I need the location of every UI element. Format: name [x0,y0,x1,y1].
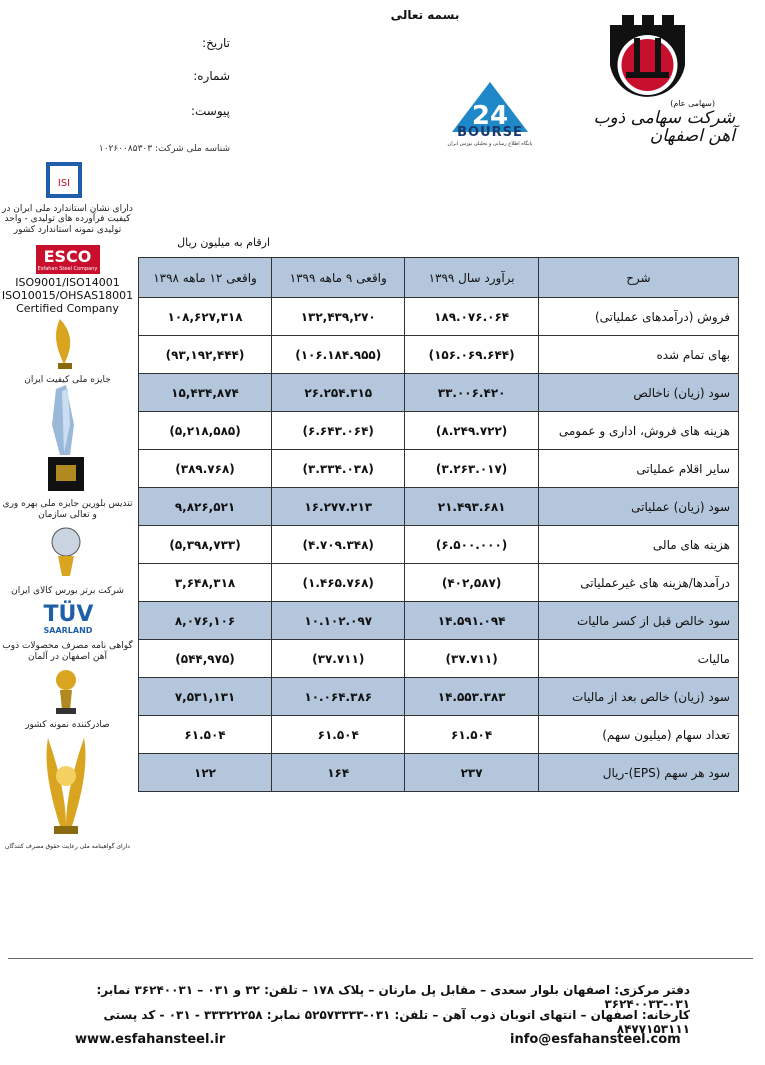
row-description: سود (زیان) ناخالص [538,374,738,412]
bourse-subtitle: پایگاه اطلاع رسانی و تحلیلی بورس ایران [447,141,533,147]
table-row [139,374,739,412]
tuv-sub: SAARLAND [43,626,93,636]
table-header-row [139,258,739,298]
row-actual-12m-1398: (۹۳,۱۹۲,۴۴۴) [139,336,272,374]
row-actual-12m-1398: ۱۲۲ [139,754,272,792]
financial-table [138,257,739,792]
row-estimate-1399: ۲۱.۴۹۳.۶۸۱ [405,488,538,526]
attachment-label: پیوست: [190,104,230,118]
row-description: سود خالص قبل از کسر مالیات [538,602,738,640]
award-national-quality: جایزه ملی کیفیت ایران [24,375,111,386]
factory-address: کارخانه: اصفهان – انتهای اتوبان ذوب آهن – تلفن: ۰۳۱-۵۲۵۷۳۳۳۳ نمابر: ۳۳۳۲۲۲۵۸ - ۰۳۱ - کد پستی ۸۴۷۷۱۵۳۱۱۱ [103,1008,690,1036]
national-id: شناسه ملی شرکت: ۱۰۲۶۰۰۸۵۳۰۳ [98,144,230,154]
row-description: سود (زیان) عملیاتی [538,488,738,526]
date-label: تاریخ: [202,36,230,50]
row-actual-9m-1399: ۱۶۴ [272,754,405,792]
row-estimate-1399: (۳۷.۷۱۱) [405,640,538,678]
row-description: مالیات [538,640,738,678]
row-actual-12m-1398: ۹,۸۲۶,۵۲۱ [139,488,272,526]
svg-text:ISI: ISI [57,178,71,189]
row-actual-12m-1398: (۵۴۴,۹۷۵) [139,640,272,678]
row-actual-9m-1399: ۶۱.۵۰۴ [272,716,405,754]
award-crystal-statue: تندیس بلورین جایزه ملی بهره وری و تعالی سازمان [2,499,133,520]
iso-line-1: ISO9001/ISO14001 [15,276,120,290]
table-row [139,678,739,716]
tuv-certificate-text: گواهی نامه مصرف محصولات ذوب آهن اصفهان در آلمان [2,641,133,662]
row-estimate-1399: (۸.۲۴۹.۷۲۲) [405,412,538,450]
table-row [139,336,739,374]
exporter-award-icon [0,662,135,716]
consumer-rights-award-icon [0,730,135,840]
standard-text: دارای نشان استاندارد ملی ایران در کیفیت فرآورده های تولیدی - واحد تولیدی نمونه استاندارد کشور [2,204,133,235]
crystal-award-icon [0,385,135,495]
row-estimate-1399: ۱۸۹.۰۷۶.۰۶۴ [405,298,538,336]
row-estimate-1399: (۶.۵۰۰.۰۰۰) [405,526,538,564]
table-row [139,298,739,336]
tuv-logo [44,604,92,635]
row-description: بهای تمام شده [538,336,738,374]
table-row [139,412,739,450]
table-row [139,640,739,678]
header-description: شرح [538,258,738,298]
row-description: درآمدها/هزینه های غیرعملیاتی [538,564,738,602]
esco-sub: Esfahan Steel Company [37,266,98,273]
award-sample-exporter: صادرکننده نمونه کشور [25,720,110,731]
row-actual-9m-1399: (۴.۷۰۹.۳۴۸) [272,526,405,564]
company-sub: (سهامی عام) [670,99,715,108]
head-office-address: دفتر مرکزی: اصفهان بلوار سعدی – مقابل پل مارنان – پلاک ۱۷۸ – تلفن: ۳۲ و ۰۳۱ – ۳۶۲۴۰۰۳۱ نمابر: ۰۳۱-۳۶۲۴۰۰۳۳ [96,983,690,1011]
row-actual-12m-1398: ۷,۵۳۱,۱۳۱ [139,678,272,716]
row-description: تعداد سهام (میلیون سهم) [538,716,738,754]
award-consumer-rights: دارای گواهینامه ملی رعایت حقوق مصرف کنندگان [5,843,130,851]
row-estimate-1399: (۳.۲۶۳.۰۱۷) [405,450,538,488]
iso-line-2: ISO10015/OHSAS18001 [1,289,134,303]
footer-divider [8,958,753,959]
table-row [139,716,739,754]
row-actual-12m-1398: ۸,۰۷۶,۱۰۶ [139,602,272,640]
quality-award-icon [0,315,135,371]
esco-text: ESCO [43,247,92,267]
table-row [139,488,739,526]
tuv-text: TÜV [43,602,94,628]
website-link[interactable]: www.esfahansteel.ir [75,1032,226,1047]
row-actual-12m-1398: ۳,۶۴۸,۳۱۸ [139,564,272,602]
award-top-bourse-company: شرکت برتر بورس کالای ایران [11,586,124,597]
row-actual-12m-1398: (۳۸۹.۷۶۸) [139,450,272,488]
row-estimate-1399: ۱۴.۵۵۳.۳۸۳ [405,678,538,716]
row-actual-9m-1399: (۳۷.۷۱۱) [272,640,405,678]
table-row [139,526,739,564]
row-description: فروش (درآمدهای عملیاتی) [538,298,738,336]
row-estimate-1399: ۲۳۷ [405,754,538,792]
units-label: ارقام به میلیون ریال [177,236,270,249]
bourse-logo-text: BOURSE [457,125,523,140]
row-actual-9m-1399: (۳.۳۳۴.۰۳۸) [272,450,405,488]
row-actual-12m-1398: ۱۰۸,۶۲۷,۳۱۸ [139,298,272,336]
table-row [139,450,739,488]
row-description: سود هر سهم (EPS)-ریال [538,754,738,792]
row-estimate-1399: ۱۴.۵۹۱.۰۹۴ [405,602,538,640]
row-estimate-1399: ۳۳.۰۰۶.۴۲۰ [405,374,538,412]
esfahan-steel-logo-icon [600,10,695,105]
row-description: هزینه های فروش، اداری و عمومی [538,412,738,450]
row-actual-12m-1398: (۵,۲۱۸,۵۸۵) [139,412,272,450]
row-actual-9m-1399: ۱۶.۲۷۷.۲۱۳ [272,488,405,526]
row-actual-9m-1399: ۱۰.۱۰۲.۰۹۷ [272,602,405,640]
company-name [575,100,735,146]
company-name-text: شرکت سهامی ذوب آهن اصفهان [593,107,735,147]
email-link[interactable]: info@esfahansteel.com [510,1032,681,1047]
row-description: سایر اقلام عملیاتی [538,450,738,488]
header-actual-12m-1398: واقعی ۱۲ ماهه ۱۳۹۸ [139,258,272,298]
row-description: هزینه های مالی [538,526,738,564]
bourse-award-icon [0,520,135,582]
row-estimate-1399: (۱۵۶.۰۶۹.۶۴۴) [405,336,538,374]
standard-mark-icon [0,160,135,200]
row-actual-9m-1399: ۱۳۲,۴۳۹,۲۷۰ [272,298,405,336]
esco-logo [36,245,100,274]
table-row [139,754,739,792]
row-actual-9m-1399: (۱۰۶.۱۸۴.۹۵۵) [272,336,405,374]
row-actual-12m-1398: (۵,۳۹۸,۷۳۳) [139,526,272,564]
table-row [139,564,739,602]
table-row [139,602,739,640]
svg-text:24: 24 [471,101,509,131]
row-description: سود (زیان) خالص بعد از مالیات [538,678,738,716]
header-estimate-1399: برآورد سال ۱۳۹۹ [405,258,538,298]
row-actual-9m-1399: (۱.۴۶۵.۷۶۸) [272,564,405,602]
row-estimate-1399: ۶۱.۵۰۴ [405,716,538,754]
row-actual-12m-1398: ۶۱.۵۰۴ [139,716,272,754]
row-actual-12m-1398: ۱۵,۴۳۴,۸۷۴ [139,374,272,412]
number-label: شماره: [193,69,230,83]
row-actual-9m-1399: ۱۰.۰۶۴.۳۸۶ [272,678,405,716]
row-actual-9m-1399: (۶.۶۴۳.۰۶۴) [272,412,405,450]
header-actual-9m-1399: واقعی ۹ ماهه ۱۳۹۹ [272,258,405,298]
row-actual-9m-1399: ۲۶.۲۵۴.۳۱۵ [272,374,405,412]
awards-sidebar [0,160,135,851]
bismillah: بسمه تعالی [390,8,460,22]
row-estimate-1399: (۴۰۲,۵۸۷) [405,564,538,602]
certified-company: Certified Company [16,302,119,316]
